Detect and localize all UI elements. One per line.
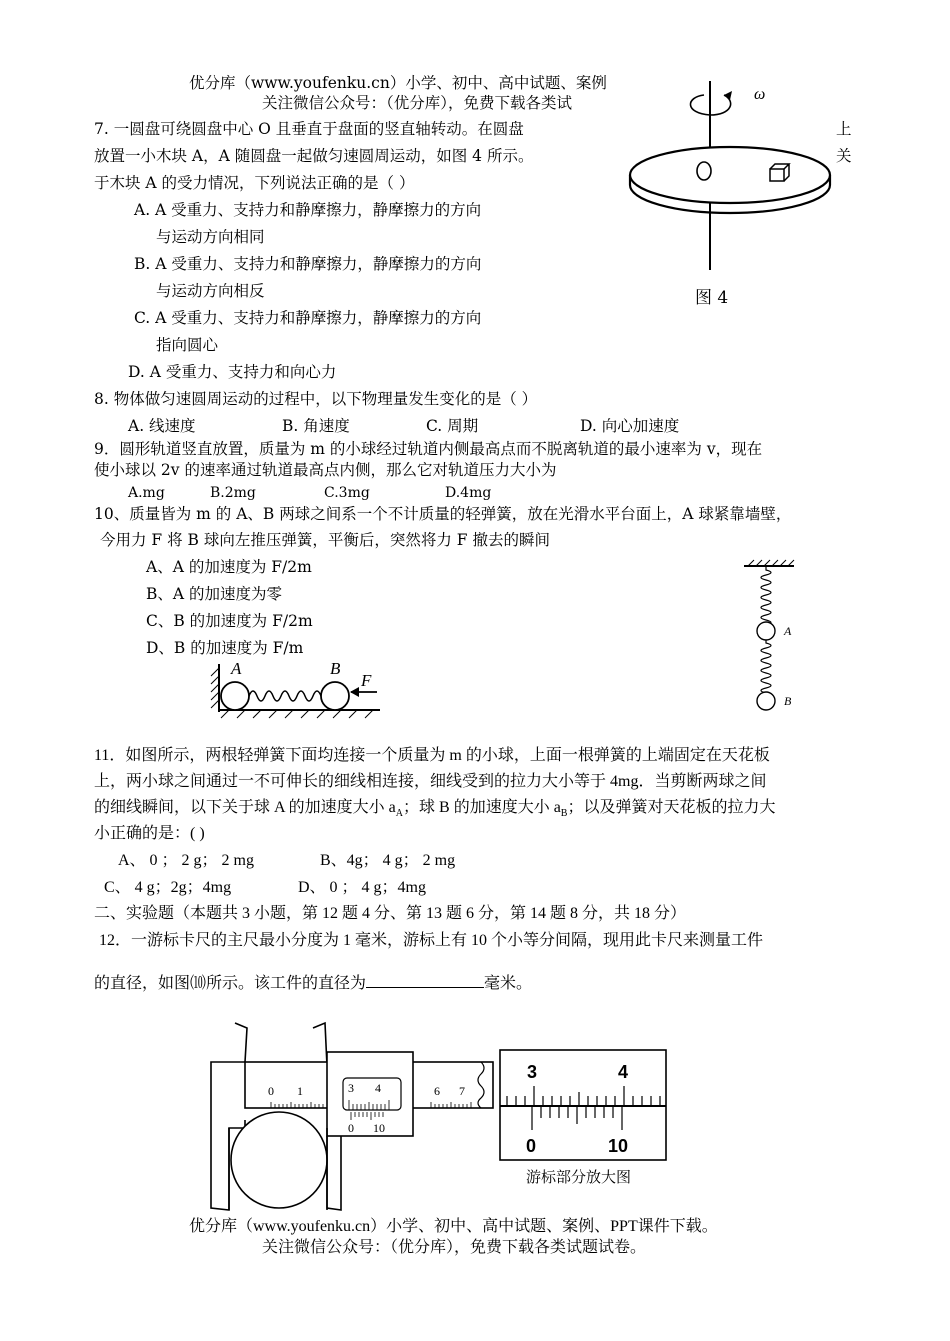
header-line-2: 关注微信公众号：（优分库），免费下载各类试	[262, 94, 573, 112]
q10-stem-line-1: 10、质量皆为 m 的 A、B 两球之间系一个不计质量的轻弹簧，放在光滑水平台面上，A 球紧靠墙壁，	[94, 505, 792, 523]
q11-option-d: D、 0 ； 4 g；4mg	[298, 879, 427, 896]
zoom-vernier-label-0: 0	[526, 1136, 537, 1156]
zoom-main-label-3: 3	[527, 1062, 538, 1082]
q11-option-c: C、 4 g；2g；4mg	[104, 879, 232, 896]
q7-option-b-1: B. A 受重力、支持力和静摩擦力，静摩擦力的方向	[134, 255, 482, 273]
caliper-upper-jaw	[313, 1023, 327, 1066]
q7-option-a-2: 与运动方向相同	[156, 228, 265, 246]
vernier-zoom-figure	[498, 1048, 668, 1193]
answer-blank[interactable]	[366, 971, 484, 988]
spring-balls-figure	[205, 658, 390, 718]
footer-line-2: 关注微信公众号：（优分库），免费下载各类试题试卷。	[262, 1239, 647, 1256]
omega-label: ω	[754, 86, 766, 103]
main-label-7: 7	[459, 1084, 465, 1098]
subscript-a: A	[395, 808, 404, 820]
q7-stem-line-3: 于木块 A 的受力情况，下列说法正确的是（ ）	[94, 174, 415, 192]
label-a: A	[231, 659, 242, 678]
figure-4-caption: 图 4	[695, 288, 729, 308]
label-a: A	[784, 624, 792, 638]
q7-option-a-1: A. A 受重力、支持力和静摩擦力，静摩擦力的方向	[134, 201, 482, 219]
zoom-caption: 游标部分放大图	[526, 1168, 632, 1186]
q8-option-b: B. 角速度	[282, 417, 350, 435]
hanging-springs-figure	[738, 560, 798, 715]
zoom-vernier-label-10: 10	[608, 1136, 629, 1156]
q8-option-d: D. 向心加速度	[580, 417, 680, 435]
q9-option-d: D.4mg	[445, 485, 492, 501]
vernier-label-0: 0	[348, 1121, 354, 1135]
q8-option-a: A. 线速度	[128, 417, 196, 435]
caliper-sliding-jaw	[327, 1136, 341, 1210]
ball-a	[221, 682, 249, 710]
disk	[630, 147, 830, 203]
spring	[249, 691, 321, 701]
main-label-0: 0	[268, 1084, 274, 1098]
label-b: B	[330, 659, 341, 678]
vernier-label-10: 10	[373, 1121, 385, 1135]
q12-stem-line-2: 的直径，如图⑽所示。该工件的直径为 毫米。	[94, 971, 532, 995]
q9-stem-line-1: 9．圆形轨道竖直放置，质量为 m 的小球经过轨道内侧最高点而不脱离轨道的最小速率为 v，现在	[94, 440, 763, 458]
main-label-6: 6	[434, 1084, 440, 1098]
q11-option-a: A、 0 ； 2 g； 2 mg	[118, 852, 255, 869]
q10-option-d: D、B 的加速度为 F/m	[146, 639, 304, 657]
q8-stem: 8. 物体做匀速圆周运动的过程中，以下物理量发生变化的是（ ）	[94, 390, 538, 408]
q7-option-c-2: 指向圆心	[156, 336, 219, 354]
q10-option-a: A、A 的加速度为 F/2m	[146, 558, 312, 576]
q12-stem-line-1: 12．一游标卡尺的主尺最小分度为 1 毫米，游标上有 10 个小等分间隔，现用此卡尺来测量工件	[99, 932, 764, 949]
q9-option-b: B.2mg	[210, 485, 256, 501]
window-label-3: 3	[348, 1081, 354, 1095]
footer-line-1: 优分库（www.youfenku.cn）小学、初中、高中试题、案例、PPT课件下载。	[189, 1218, 718, 1235]
q10-option-c: C、B 的加速度为 F/2m	[146, 612, 313, 630]
label-b: B	[784, 694, 792, 708]
q9-option-a: A.mg	[128, 485, 165, 501]
ball-a	[757, 622, 775, 640]
vernier-caliper-figure	[205, 1020, 495, 1212]
q10-option-b: B、A 的加速度为零	[146, 585, 283, 603]
q9-option-c: C.3mg	[324, 485, 370, 501]
q9-stem-line-2: 使小球以 2v 的速率通过轨道最高点内侧，那么它对轨道压力大小为	[94, 461, 557, 479]
ball-b	[757, 692, 775, 710]
q7-option-c-1: C. A 受重力、支持力和静摩擦力，静摩擦力的方向	[134, 309, 482, 327]
q11-stem-line-3: 的细线瞬间，以下关于球 A 的加速度大小 $a_A$；球 B 的加速度大小 $a_B$；以及弹簧对天花板的拉力大	[94, 799, 776, 820]
q7-option-d: D. A 受重力、支持力和向心力	[128, 363, 337, 381]
zoom-main-label-4: 4	[618, 1062, 629, 1082]
q10-stem-line-2: 今用力 F 将 B 球向左推压弹簧，平衡后，突然将力 F 撤去的瞬间	[100, 531, 550, 549]
window-label-4: 4	[375, 1081, 381, 1095]
ball-b	[321, 682, 349, 710]
q7-stem-line-1-tail: 上	[836, 120, 852, 138]
q11-stem-line-4: 小正确的是：( )	[94, 825, 205, 842]
q7-stem-line-2-tail: 关	[836, 147, 852, 165]
main-label-1: 1	[297, 1084, 303, 1098]
q8-option-c: C. 周期	[426, 417, 479, 435]
disk-figure	[620, 75, 830, 330]
workpiece	[231, 1112, 327, 1208]
q11-stem-line-2: 上，两小球之间通过一不可伸长的细线相连接，细线受到的拉力大小等于 4mg．当剪断两球之间	[94, 773, 767, 790]
q11-stem-line-1: 11．如图所示，两根轻弹簧下面均连接一个质量为 m 的小球，上面一根弹簧的上端固定在天花板	[94, 747, 770, 764]
q7-option-b-2: 与运动方向相反	[156, 282, 265, 300]
q7-stem-line-2: 放置一小木块 A，A 随圆盘一起做匀速圆周运动，如图 4 所示。	[94, 147, 534, 165]
q7-stem-line-1: 7. 一圆盘可绕圆盘中心 O 且垂直于盘面的竖直轴转动。在圆盘	[94, 120, 524, 138]
q11-option-b: B、4g； 4 g； 2 mg	[320, 852, 456, 869]
label-f: F	[361, 671, 372, 690]
header-line-1: 优分库（www.youfenku.cn）小学、初中、高中试题、案例	[189, 74, 607, 92]
section-2-title: 二、实验题（本题共 3 小题，第 12 题 4 分、第 13 题 6 分，第 14 题 8 分，共 18 分）	[94, 905, 687, 922]
subscript-b: B	[560, 808, 568, 820]
